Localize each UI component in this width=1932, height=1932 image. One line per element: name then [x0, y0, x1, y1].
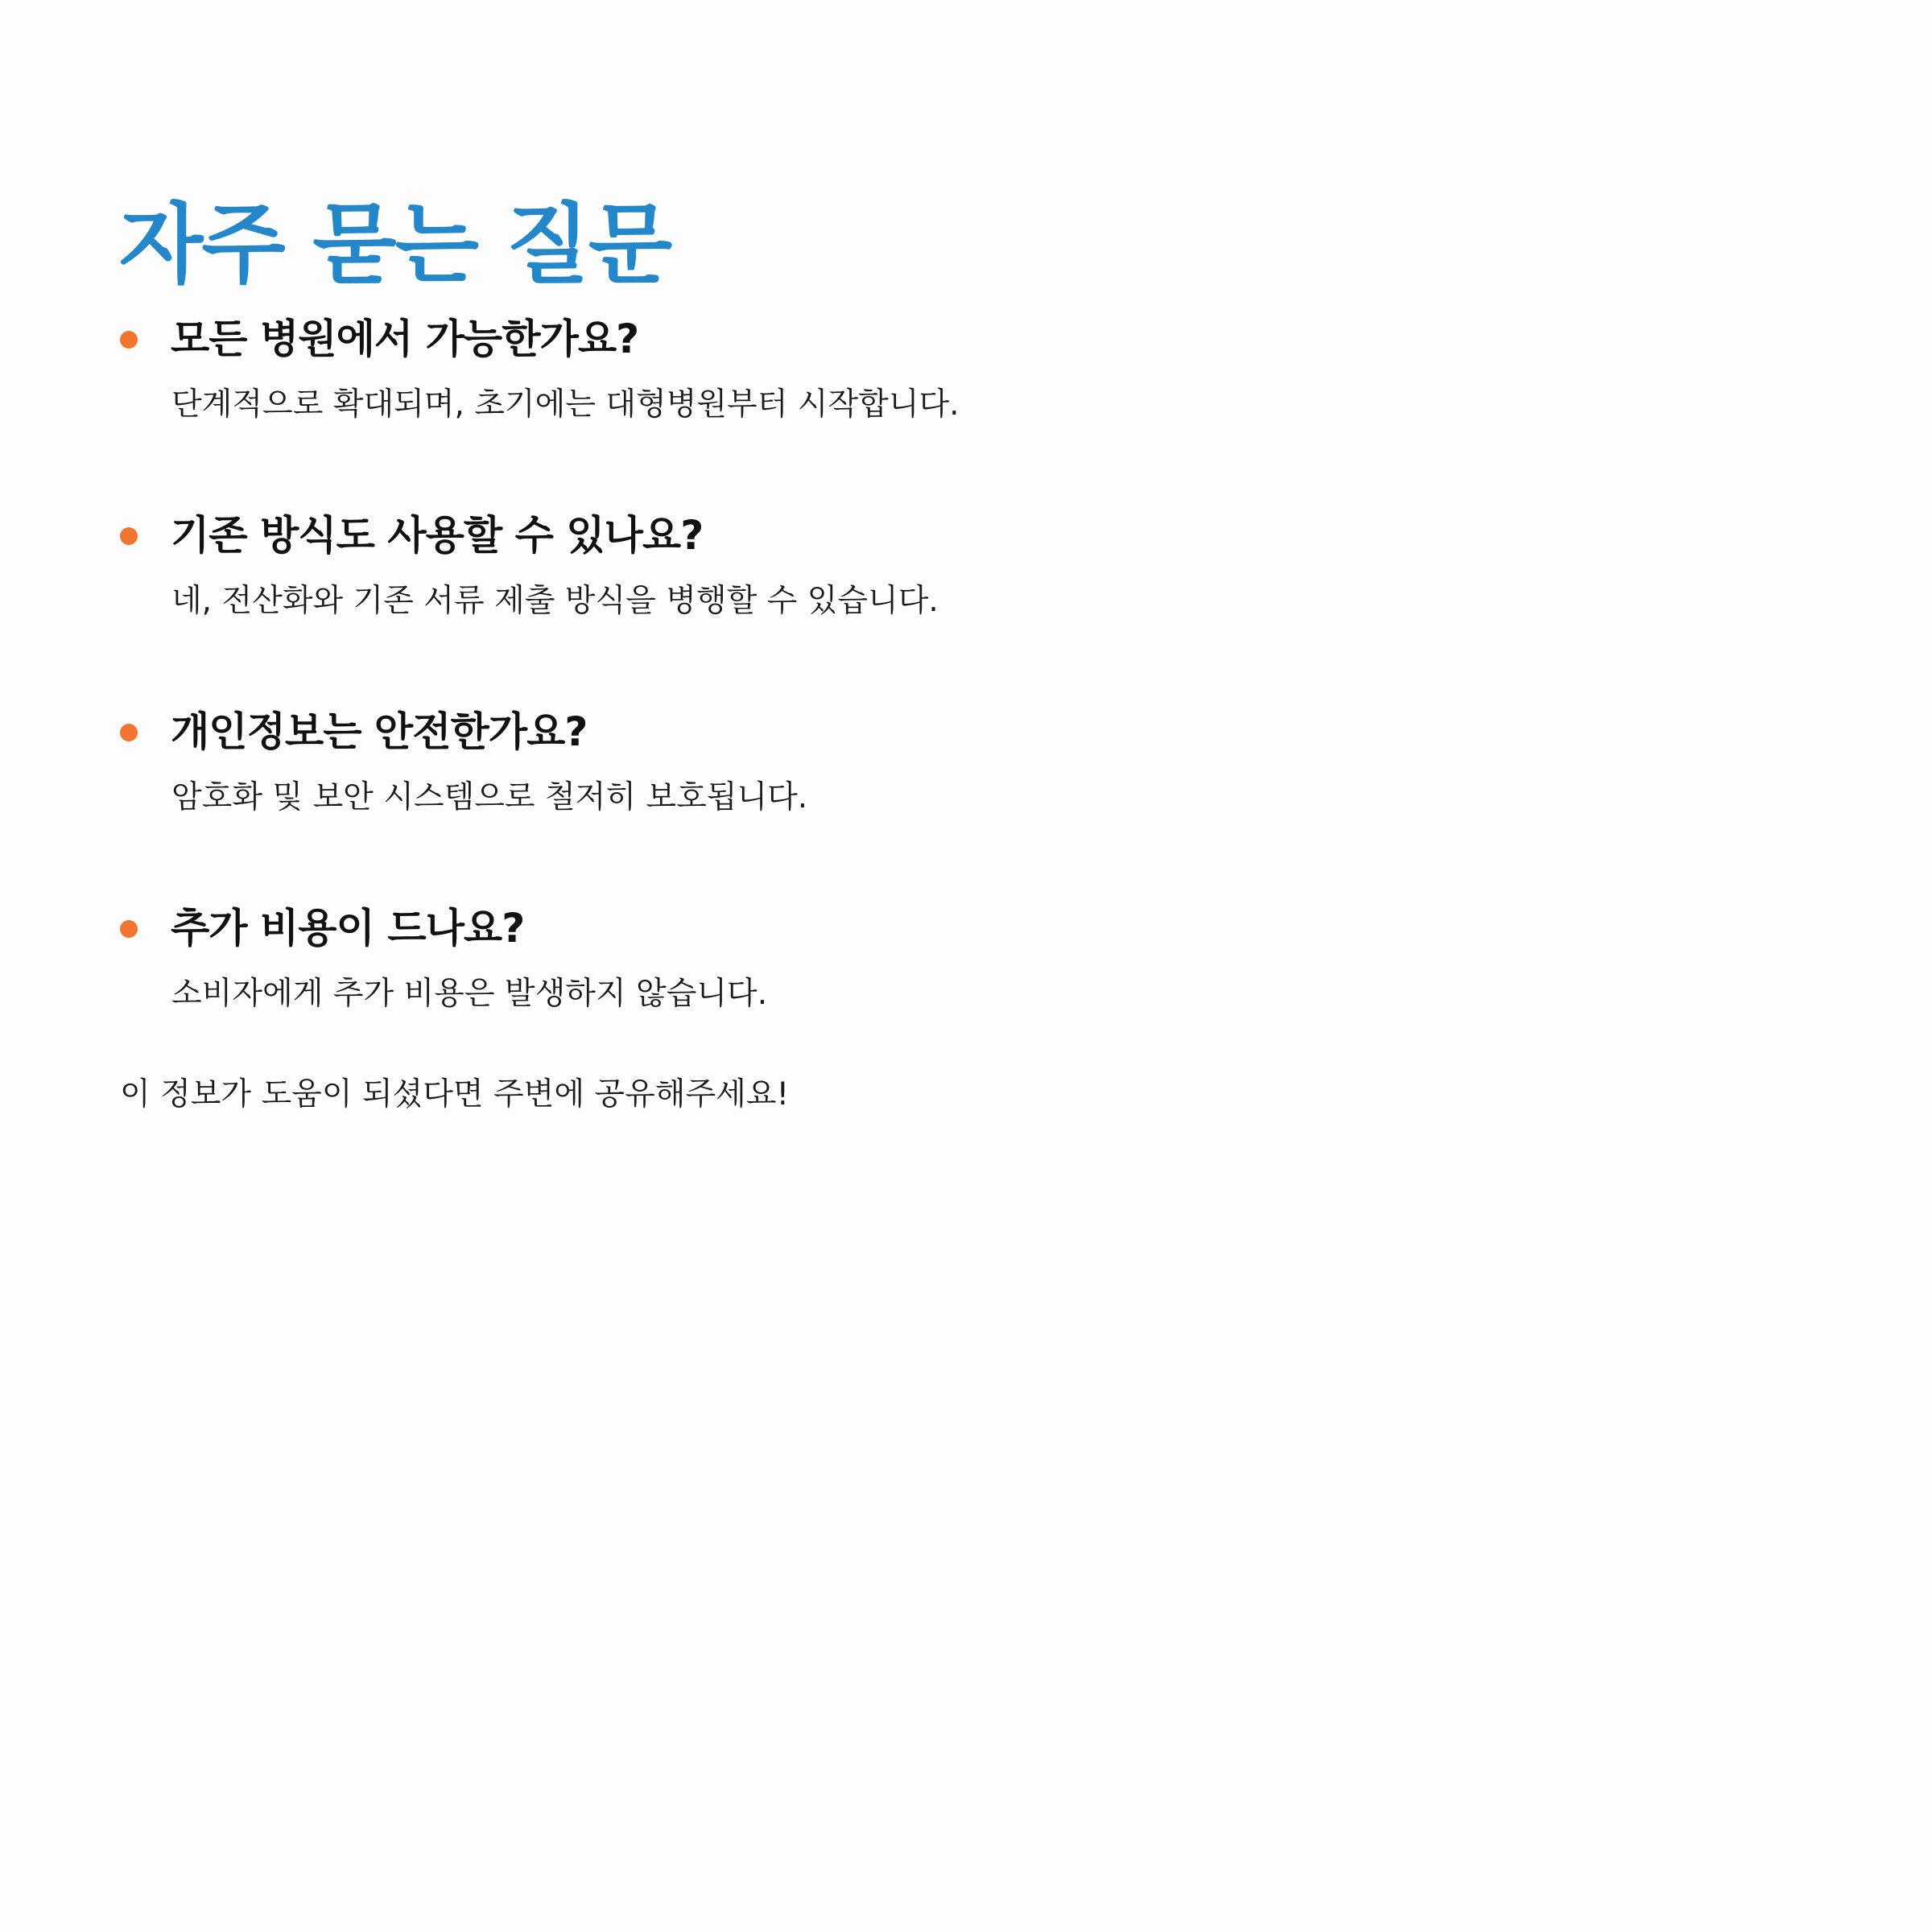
faq-question: 추가 비용이 드나요? — [171, 905, 525, 952]
faq-answer: 암호화 및 보안 시스템으로 철저히 보호됩니다. — [171, 779, 808, 815]
page-title: 자주 묻는 질문 — [119, 195, 671, 296]
bullet-dot — [120, 724, 138, 741]
share-note: 이 정보가 도움이 되셨다면 주변에 공유해주세요! — [120, 1076, 790, 1113]
bullet-dot — [120, 331, 138, 349]
faq-question: 개인정보는 안전한가요? — [171, 708, 588, 755]
faq-list — [0, 0, 1249, 1249]
faq-answer: 네, 전산화와 기존 서류 제출 방식을 병행할 수 있습니다. — [171, 583, 939, 619]
faq-question: 모든 병원에서 가능한가요? — [171, 316, 639, 362]
faq-answer: 단계적으로 확대되며, 초기에는 대형병원부터 시작합니다. — [171, 386, 960, 423]
faq-question: 기존 방식도 사용할 수 있나요? — [171, 512, 704, 559]
bullet-dot — [120, 527, 138, 545]
bullet-dot — [120, 920, 138, 938]
faq-answer: 소비자에게 추가 비용은 발생하지 않습니다. — [171, 976, 768, 1012]
